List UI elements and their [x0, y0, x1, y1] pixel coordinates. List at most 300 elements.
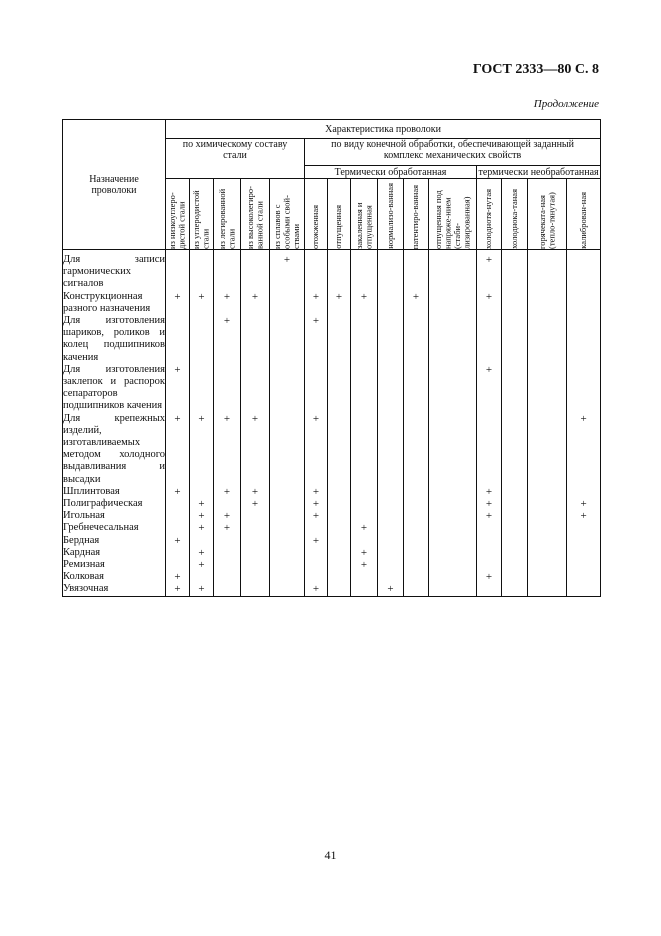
mark-cell [305, 486, 328, 498]
plus-mark: + [198, 510, 205, 523]
mark-cell [305, 498, 328, 510]
mark-cell [378, 364, 404, 413]
mark-cell [477, 547, 502, 559]
column-header: из низкоуглеро-дистой стали [166, 179, 190, 250]
plus-mark: + [485, 290, 493, 303]
mark-cell [270, 315, 305, 364]
mark-cell [166, 498, 190, 510]
mark-cell [305, 364, 328, 413]
column-header: из легированной стали [214, 179, 241, 250]
plus-mark: + [174, 290, 181, 303]
mark-cell [190, 498, 214, 510]
mark-cell [502, 559, 528, 571]
mark-cell [190, 583, 214, 596]
mark-cell [166, 413, 190, 486]
mark-cell [351, 547, 378, 559]
mark-cell [502, 364, 528, 413]
mark-cell [190, 559, 214, 571]
mark-cell [241, 583, 270, 596]
mark-cell [528, 291, 567, 315]
mark-cell [567, 522, 601, 534]
plus-mark: + [198, 412, 205, 425]
mark-cell [305, 583, 328, 596]
mark-cell [328, 486, 351, 498]
mark-cell [328, 522, 351, 534]
plus-mark: + [580, 510, 587, 523]
mark-cell [351, 522, 378, 534]
mark-cell [214, 486, 241, 498]
mark-cell [477, 559, 502, 571]
mark-cell [190, 535, 214, 547]
mark-cell [404, 583, 429, 596]
mark-cell [429, 486, 477, 498]
plus-mark: + [312, 290, 320, 303]
mark-cell [429, 571, 477, 583]
mark-cell [567, 486, 601, 498]
mark-cell [351, 254, 378, 291]
characteristic-header: Характеристика проволоки [166, 120, 601, 139]
mark-cell [305, 522, 328, 534]
mark-cell [567, 510, 601, 522]
mark-cell [166, 315, 190, 364]
mark-cell [502, 535, 528, 547]
mark-cell [567, 364, 601, 413]
mark-cell [190, 291, 214, 315]
plus-mark: + [198, 559, 205, 572]
plus-mark: + [198, 498, 205, 511]
mark-cell [166, 559, 190, 571]
purpose-cell: Игольная [63, 510, 166, 522]
plus-mark: + [485, 498, 493, 511]
purpose-cell: Ремизная [63, 559, 166, 571]
mark-cell [477, 510, 502, 522]
mark-cell [429, 291, 477, 315]
purpose-cell: Бердная [63, 535, 166, 547]
plus-mark: + [198, 290, 205, 303]
mark-cell [241, 522, 270, 534]
mark-cell [567, 254, 601, 291]
mark-cell [166, 291, 190, 315]
mark-cell [477, 535, 502, 547]
mark-cell [477, 413, 502, 486]
plus-mark: + [312, 583, 320, 596]
mark-cell [270, 571, 305, 583]
mark-cell [214, 254, 241, 291]
mark-cell [502, 547, 528, 559]
mark-cell [502, 522, 528, 534]
mark-cell [351, 364, 378, 413]
continuation-label: Продолжение [533, 98, 599, 110]
mark-cell [404, 486, 429, 498]
mark-cell [404, 559, 429, 571]
mark-cell [328, 547, 351, 559]
plus-mark: + [412, 290, 420, 303]
table-row [63, 583, 601, 596]
plus-mark: + [223, 522, 231, 535]
plus-mark: + [198, 546, 205, 559]
mark-cell [528, 364, 567, 413]
mark-cell [351, 510, 378, 522]
mark-cell [502, 583, 528, 596]
plus-mark: + [283, 254, 291, 266]
mark-cell [351, 498, 378, 510]
mark-cell [214, 315, 241, 364]
mark-cell [477, 364, 502, 413]
mark-cell [477, 498, 502, 510]
mark-cell [270, 498, 305, 510]
mark-cell [351, 571, 378, 583]
mark-cell [214, 291, 241, 315]
column-header: отпущенная под напряже-нием (стаби-лизированная) [429, 179, 477, 250]
mark-cell [305, 413, 328, 486]
plus-mark: + [312, 412, 320, 425]
page-number: 41 [324, 848, 337, 862]
mark-cell [528, 510, 567, 522]
table-row [63, 571, 601, 583]
column-header: холоднотя-нутая [477, 179, 502, 250]
mark-cell [378, 510, 404, 522]
mark-cell [270, 254, 305, 291]
plus-mark: + [485, 363, 493, 376]
plus-mark: + [174, 583, 181, 596]
plus-mark: + [312, 510, 320, 523]
mark-cell [378, 522, 404, 534]
mark-cell [477, 583, 502, 596]
mark-cell [528, 583, 567, 596]
plus-mark: + [580, 412, 587, 425]
mark-cell [270, 413, 305, 486]
plus-mark: + [360, 290, 368, 303]
column-header: калиброван-ная [567, 179, 601, 250]
table-row [63, 413, 601, 486]
mark-cell [214, 413, 241, 486]
table-row [63, 486, 601, 498]
mark-cell [305, 510, 328, 522]
column-header: патентиро-ванная [404, 179, 429, 250]
mark-cell [328, 291, 351, 315]
mark-cell [502, 486, 528, 498]
mark-cell [477, 291, 502, 315]
plus-mark: + [223, 290, 231, 303]
mark-cell [502, 571, 528, 583]
purpose-cell: Кардная [63, 547, 166, 559]
plus-mark: + [223, 510, 231, 523]
plus-mark: + [312, 485, 320, 498]
table-row [63, 559, 601, 571]
column-header: из углеродистой стали [190, 179, 214, 250]
mark-cell [378, 498, 404, 510]
mark-cell [270, 291, 305, 315]
mark-cell [404, 498, 429, 510]
mark-cell [351, 486, 378, 498]
mark-cell [477, 486, 502, 498]
mark-cell [404, 413, 429, 486]
mark-cell [528, 413, 567, 486]
plus-mark: + [335, 290, 343, 303]
mark-cell [351, 291, 378, 315]
mark-cell [351, 315, 378, 364]
table-row [63, 315, 601, 364]
column-header: из высоколегиро-ванной стали [241, 179, 270, 250]
mark-cell [214, 498, 241, 510]
table-row [63, 364, 601, 413]
mark-cell [214, 583, 241, 596]
plus-mark: + [251, 290, 259, 303]
mark-cell [404, 315, 429, 364]
mark-cell [190, 547, 214, 559]
mark-cell [166, 535, 190, 547]
plus-mark: + [387, 583, 394, 596]
mark-cell [328, 535, 351, 547]
mark-cell [378, 486, 404, 498]
mark-cell [429, 498, 477, 510]
mark-cell [528, 535, 567, 547]
mark-cell [241, 510, 270, 522]
mark-cell [528, 486, 567, 498]
mark-cell [270, 364, 305, 413]
column-header: холоднока-таная [502, 179, 528, 250]
plus-mark: + [580, 498, 587, 511]
purpose-cell: Колковая [63, 571, 166, 583]
plus-mark: + [360, 559, 368, 572]
mark-cell [429, 254, 477, 291]
mark-cell [429, 535, 477, 547]
mark-cell [502, 413, 528, 486]
mark-cell [305, 547, 328, 559]
chemical-composition-header: по химическому составу стали [166, 139, 305, 179]
mark-cell [190, 254, 214, 291]
mark-cell [567, 291, 601, 315]
mark-cell [477, 522, 502, 534]
mark-cell [166, 364, 190, 413]
plus-mark: + [360, 546, 368, 559]
mark-cell [190, 413, 214, 486]
mark-cell [241, 535, 270, 547]
mark-cell [241, 571, 270, 583]
plus-mark: + [223, 315, 231, 328]
purpose-cell: Конструкционная разного назначения [63, 291, 166, 315]
mark-cell [328, 364, 351, 413]
plus-mark: + [174, 412, 181, 425]
mark-cell [378, 571, 404, 583]
mark-cell [190, 571, 214, 583]
mark-cell [214, 535, 241, 547]
purpose-cell: Для изготовления заклепок и распорок сепараторов подшипников качения [63, 363, 165, 412]
mark-cell [328, 583, 351, 596]
mark-cell [404, 291, 429, 315]
purpose-cell: Для крепежных изделий, изготавливаемых методом холодного выдавливания и высадки [63, 412, 165, 485]
mark-cell [190, 522, 214, 534]
plus-mark: + [312, 498, 320, 511]
table-row [63, 535, 601, 547]
mark-cell [241, 315, 270, 364]
plus-mark: + [485, 510, 493, 523]
mark-cell [241, 498, 270, 510]
purpose-cell: Для записи гармонических сигналов [63, 254, 165, 290]
mark-cell [305, 254, 328, 291]
purpose-header: Назначение проволоки [63, 120, 166, 250]
mark-cell [528, 571, 567, 583]
plus-mark: + [312, 534, 320, 547]
plus-mark: + [485, 254, 493, 266]
mark-cell [270, 510, 305, 522]
mark-cell [214, 571, 241, 583]
mark-cell [378, 547, 404, 559]
mark-cell [404, 547, 429, 559]
mark-cell [328, 559, 351, 571]
plus-mark: + [251, 412, 259, 425]
mark-cell [528, 254, 567, 291]
mark-cell [166, 254, 190, 291]
mark-cell [190, 315, 214, 364]
document-header: ГОСТ 2333—80 С. 8 [472, 62, 599, 77]
mark-cell [305, 535, 328, 547]
mark-cell [378, 315, 404, 364]
mark-cell [404, 522, 429, 534]
mark-cell [404, 535, 429, 547]
plus-mark: + [174, 571, 181, 584]
purpose-cell: Гребнечесальная [63, 522, 166, 534]
purpose-cell: Полиграфическая [63, 498, 166, 510]
plus-mark: + [198, 522, 205, 535]
mark-cell [328, 510, 351, 522]
plus-mark: + [223, 485, 231, 498]
mark-cell [270, 522, 305, 534]
purpose-cell: Шплинтовая [63, 486, 166, 498]
mark-cell [528, 522, 567, 534]
mark-cell [429, 510, 477, 522]
plus-mark: + [198, 583, 205, 596]
mark-cell [328, 254, 351, 291]
mark-cell [477, 571, 502, 583]
mark-cell [404, 254, 429, 291]
mark-cell [351, 413, 378, 486]
mark-cell [567, 413, 601, 486]
mark-cell [378, 583, 404, 596]
wire-characteristics-table [62, 119, 601, 597]
mark-cell [378, 254, 404, 291]
plus-mark: + [251, 498, 259, 511]
mark-cell [567, 571, 601, 583]
mark-cell [567, 559, 601, 571]
purpose-cell: Увязочная [63, 583, 166, 596]
mark-cell [241, 559, 270, 571]
plus-mark: + [174, 363, 181, 376]
mark-cell [567, 547, 601, 559]
mark-cell [166, 571, 190, 583]
mark-cell [190, 510, 214, 522]
mark-cell [166, 486, 190, 498]
plus-mark: + [251, 485, 259, 498]
mark-cell [328, 498, 351, 510]
plus-mark: + [223, 412, 231, 425]
mark-cell [528, 315, 567, 364]
mark-cell [429, 364, 477, 413]
mark-cell [328, 413, 351, 486]
plus-mark: + [174, 534, 181, 547]
mark-cell [241, 486, 270, 498]
mark-cell [166, 510, 190, 522]
mark-cell [241, 364, 270, 413]
column-header: закаленная и отпущенная [351, 179, 378, 250]
mark-cell [270, 583, 305, 596]
mark-cell [270, 547, 305, 559]
table-row [63, 510, 601, 522]
mark-cell [404, 571, 429, 583]
plus-mark: + [312, 315, 320, 328]
mark-cell [351, 535, 378, 547]
not-heat-treated-header: термически необработанная [478, 166, 599, 178]
column-header: отпущенная [328, 179, 351, 250]
mark-cell [528, 547, 567, 559]
mark-cell [305, 291, 328, 315]
mark-cell [270, 559, 305, 571]
final-treatment-header: по виду конечной обработки, обеспечивающей заданный комплекс механических свойств [305, 139, 601, 166]
mark-cell [502, 315, 528, 364]
table-row [63, 498, 601, 510]
column-header: горячеката-ная (тепло-тянутая) [528, 179, 567, 250]
column-header: нормализо-ванная [378, 179, 404, 250]
mark-cell [166, 547, 190, 559]
plus-mark: + [360, 522, 368, 535]
column-header: отожженная [305, 179, 328, 250]
mark-cell [305, 559, 328, 571]
mark-cell [351, 559, 378, 571]
mark-cell [567, 498, 601, 510]
mark-cell [190, 364, 214, 413]
plus-mark: + [485, 485, 493, 498]
table-row [63, 547, 601, 559]
mark-cell [270, 535, 305, 547]
mark-cell [190, 486, 214, 498]
mark-cell [241, 291, 270, 315]
mark-cell [429, 413, 477, 486]
mark-cell [214, 510, 241, 522]
mark-cell [477, 315, 502, 364]
mark-cell [429, 559, 477, 571]
mark-cell [305, 571, 328, 583]
mark-cell [328, 315, 351, 364]
mark-cell [429, 315, 477, 364]
mark-cell [567, 583, 601, 596]
mark-cell [567, 315, 601, 364]
mark-cell [241, 254, 270, 291]
mark-cell [567, 535, 601, 547]
mark-cell [378, 535, 404, 547]
mark-cell [241, 547, 270, 559]
mark-cell [305, 315, 328, 364]
mark-cell [429, 547, 477, 559]
table-row [63, 291, 601, 315]
mark-cell [270, 486, 305, 498]
column-header: из сплавов с особыми свой-ствами [270, 179, 305, 250]
plus-mark: + [485, 571, 493, 584]
mark-cell [404, 364, 429, 413]
mark-cell [166, 583, 190, 596]
mark-cell [502, 510, 528, 522]
plus-mark: + [174, 485, 181, 498]
mark-cell [214, 559, 241, 571]
mark-cell [214, 364, 241, 413]
mark-cell [502, 291, 528, 315]
mark-cell [166, 522, 190, 534]
mark-cell [502, 254, 528, 291]
mark-cell [528, 559, 567, 571]
mark-cell [351, 583, 378, 596]
mark-cell [378, 559, 404, 571]
mark-cell [378, 413, 404, 486]
mark-cell [214, 547, 241, 559]
